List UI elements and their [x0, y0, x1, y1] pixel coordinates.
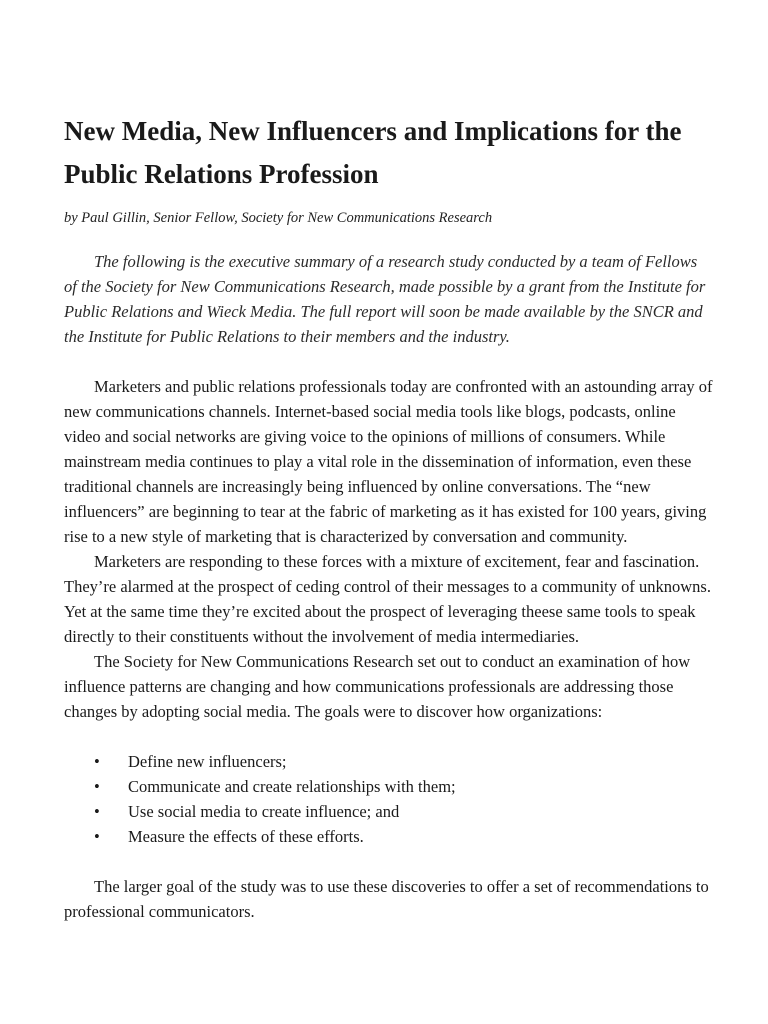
body-paragraph-3: The Society for New Communications Research set out to conduct an examination of how influence patterns are changing and how communications professionals are addressing those changes by adopting social media. The goals were to discover how organizations: [64, 652, 691, 721]
closing-paragraph: The larger goal of the study was to use these discoveries to offer a set of recommendations to professional communicators. [64, 877, 709, 921]
bullet-icon: • [94, 777, 100, 796]
body-paragraph-1: Marketers and public relations professionals today are confronted with an astounding array of new communications channels. Internet-based social media tools like blogs, podcasts, online video and social networks are giving voice to the opinions of millions of consumers. While mainstream media continues to play a vital role in the dissemination of information, even these traditional channels are increasingly being influenced by online conversations. The “new influencers” are beginning to tear at the fabric of marketing as it has existed for 100 years, giving rise to a new style of marketing that is characterized by conversation and community. [64, 377, 713, 546]
document-title: New Media, New Influencers and Implications for the Public Relations Profession [64, 116, 682, 189]
list-item [64, 774, 714, 799]
document-page [64, 110, 714, 924]
goals-list [64, 749, 714, 849]
list-item-text: Define new influencers; [128, 752, 287, 771]
bullet-icon: • [94, 802, 100, 821]
executive-summary-intro: The following is the executive summary of a research study conducted by a team of Fellows of the Society for New Communications Research, made possible by a grant from the Institute for Public Relations and Wieck Media. The full report will soon be made available by the SNCR and the Institute for Public Relations to their members and the industry. [64, 252, 706, 346]
body-paragraph-2: Marketers are responding to these forces with a mixture of excitement, fear and fascination. They’re alarmed at the prospect of ceding control of their messages to a community of unknowns. Yet at the same time they’re excited about the prospect of leveraging theese same tools to speak directly to their constituents without the involvement of media intermediaries. [64, 552, 711, 646]
bullet-icon: • [94, 827, 100, 846]
list-item [64, 799, 714, 824]
byline: by Paul Gillin, Senior Fellow, Society for New Communications Research [64, 210, 493, 226]
list-item [64, 824, 714, 849]
list-item-text: Use social media to create influence; and [128, 802, 400, 821]
bullet-icon: • [94, 752, 100, 771]
list-item-text: Measure the effects of these efforts. [128, 827, 364, 846]
list-item-text: Communicate and create relationships with them; [128, 777, 456, 796]
list-item [64, 749, 714, 774]
